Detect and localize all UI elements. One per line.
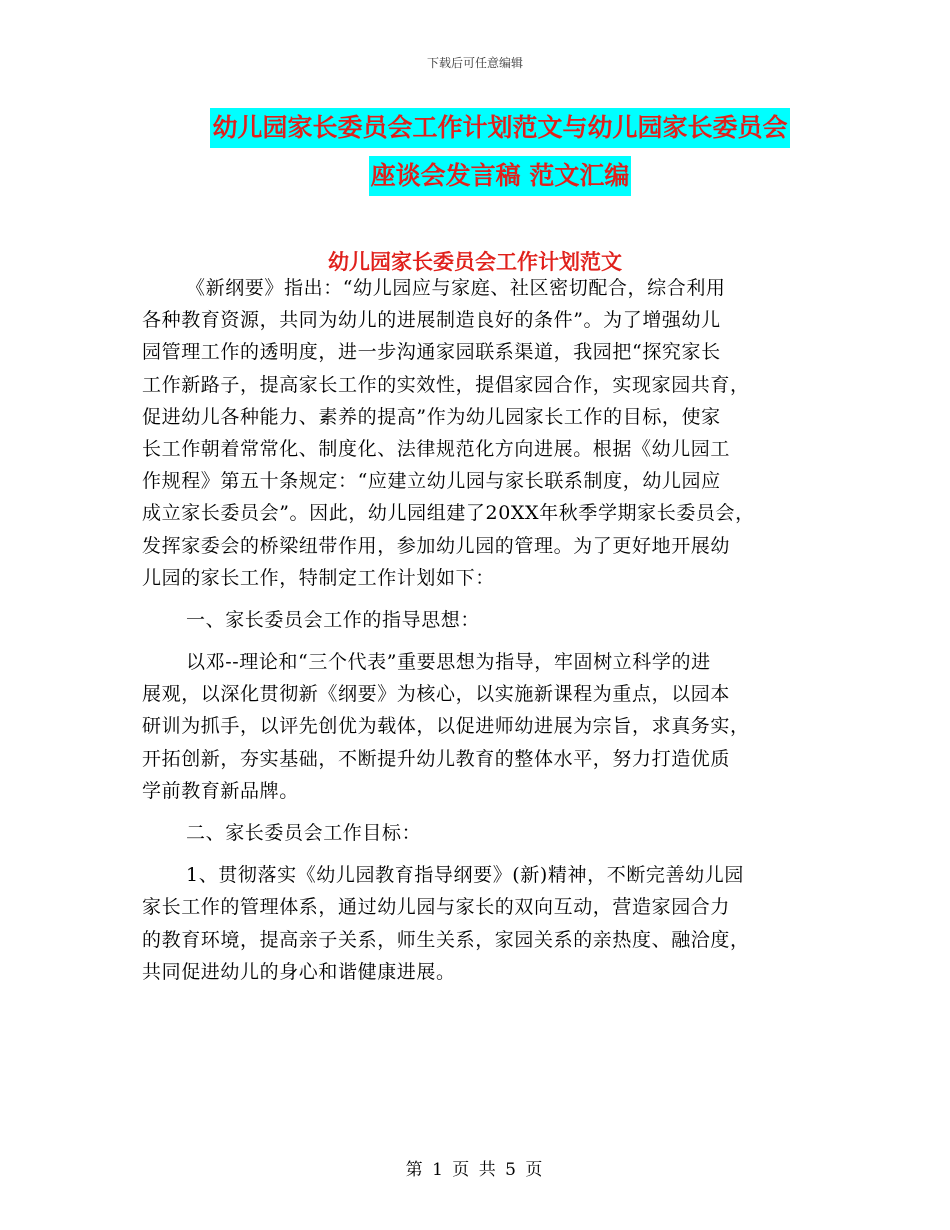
paragraph-line: 1、贯彻落实《幼儿园教育指导纲要》(新)精神，不断完善幼儿园	[186, 864, 744, 887]
paragraph-line: 发挥家委会的桥梁纽带作用，参加幼儿园的管理。为了更好地开展幼	[142, 534, 731, 557]
body-text	[142, 272, 814, 988]
paragraph-line: 各种教育资源，共同为幼儿的进展制造良好的条件”。为了增强幼儿	[142, 309, 721, 332]
document-title	[190, 108, 810, 204]
paragraph-line: 的教育环境，提高亲子关系，师生关系，家园关系的亲热度、融洽度，	[142, 928, 750, 951]
paragraph-line: 展观，以深化贯彻新《纲要》为核心，以实施新课程为重点，以园本	[142, 683, 731, 706]
paragraph-line: 以邓--理论和“三个代表”重要思想为指导，牢固树立科学的进	[186, 651, 711, 674]
paragraph-line: 《新纲要》指出：“幼儿园应与家庭、社区密切配合，综合利用	[186, 277, 726, 299]
paragraph-line: 成立家长委员会”。因此，幼儿园组建了20XX年秋季学期家长委员会，	[142, 502, 755, 525]
paragraph-line: 开拓创新，夯实基础，不断提升幼儿教育的整体水平，努力打造优质	[142, 747, 731, 770]
paragraph-line: 园管理工作的透明度，进一步沟通家园联系渠道，我园把“探究家长	[142, 341, 721, 364]
paragraph-line: 作规程》第五十条规定：“应建立幼儿园与家长联系制度，幼儿园应	[142, 470, 721, 493]
title-line: 座谈会发言稿 范文汇编	[369, 156, 632, 196]
paragraph-line: 长工作朝着常常化、制度化、法律规范化方向进展。根据《幼儿园工	[142, 437, 731, 460]
section-title: 幼儿园家长委员会工作计划范文	[328, 250, 622, 274]
title-line: 幼儿园家长委员会工作计划范文与幼儿园家长委员会	[210, 108, 789, 148]
paragraph-line: 工作新路子，提高家长工作的实效性，提倡家园合作，实现家园共育，	[142, 373, 750, 396]
heading-line: 二、家长委员会工作目标：	[186, 822, 422, 844]
paragraph-line: 研训为抓手，以评先创优为载体，以促进师幼进展为宗旨，求真务实，	[142, 715, 750, 738]
page-footer: 第 1 页 共 5 页	[405, 1160, 545, 1180]
paragraph-line: 学前教育新品牌。	[142, 779, 299, 802]
header-note: 下载后可任意编辑	[426, 56, 523, 70]
paragraph-line: 促进幼儿各种能力、素养的提高”作为幼儿园家长工作的目标，使家	[142, 405, 721, 428]
paragraph-line: 共同促进幼儿的身心和谐健康进展。	[142, 960, 456, 983]
paragraph-line: 家长工作的管理体系，通过幼儿园与家长的双向互动，营造家园合力	[142, 896, 731, 919]
paragraph-line: 儿园的家长工作，特制定工作计划如下：	[142, 566, 495, 589]
heading-line: 一、家长委员会工作的指导思想：	[186, 608, 481, 631]
